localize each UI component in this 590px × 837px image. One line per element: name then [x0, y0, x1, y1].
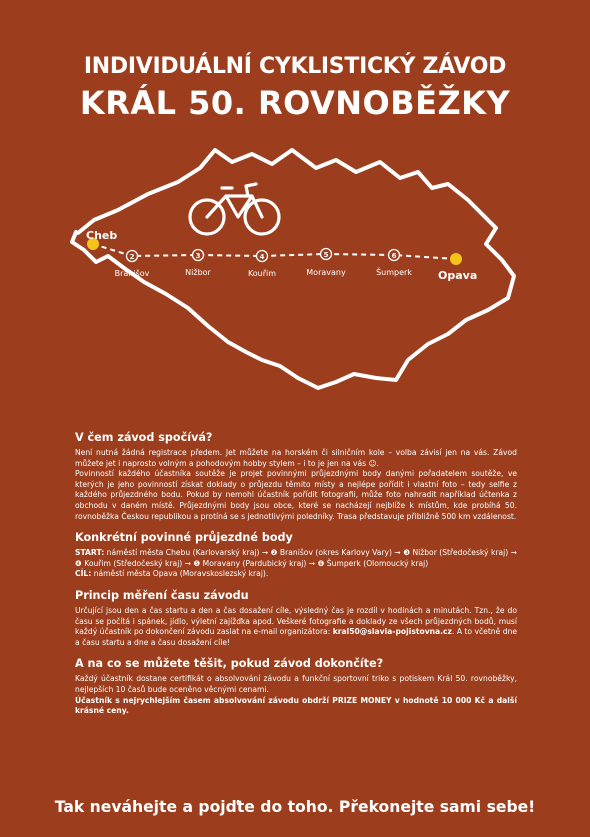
section-heading: V čem závod spočívá?	[75, 431, 213, 444]
section-heading: A na co se můžete těšit, pokud závod dokončíte?	[75, 657, 384, 671]
checkpoint-name: Kouřim	[247, 269, 277, 278]
footer-slogan: Tak neváhejte a pojďte do toho. Překonejte sami sebe!	[54, 798, 536, 816]
checkpoint-name: Šumperk	[376, 268, 412, 277]
start-text: náměstí města Chebu (Karlovarský kraj) ➞ ❷ Branišov (okres Karlovy Vary) ➞ ❸ Nižbor (Středočeský kraj) ➞ ❹ Kouřim (Středočeský kraj) ➞ ❺ Moravany (Pardubický kraj) ➞ ❻ Šumperk (Olomoucký kraj)	[75, 548, 517, 568]
start-label: START:	[75, 548, 105, 558]
section-heading: Princip měření času závodu	[75, 588, 249, 602]
checkpoint	[376, 250, 412, 278]
finish-label: CÍL:	[75, 569, 92, 579]
finish-marker	[450, 253, 462, 265]
checkpoint-name: Nižbor	[185, 268, 211, 277]
content	[75, 431, 517, 726]
section-heading: Konkrétní povinné průjezdné body	[75, 531, 293, 545]
finish-text: náměstí města Opava (Moravskoslezský kraj).	[91, 569, 269, 579]
checkpoint-number: 3	[195, 252, 201, 260]
start-paragraph	[75, 548, 517, 569]
prize-paragraph: Účastník s nejrychlejším časem absolvování závodu obdrží PRIZE MONEY v hodnotě 10 000 Kč a další krásné ceny.	[75, 695, 517, 716]
timing-text-2: . A to včetně dne a času startu a dne a času dosažení cíle!	[75, 627, 517, 647]
paragraph: Povinností každého účastníka soutěže je projet povinnými průjezdnými body danými pořadatelem soutěže, ve kterých je jeho povinností získat doklady o průjezdu těmito místy a nejlépe pořídit i vlastní foto – tedy selfie z každého průjezdného bodu. Pokud by nemohl účastník pořídit fotografii, může foto nahradit například účtenka z obchodu v daném místě. Průjezdnými body jsou obce, které se nacházejí nejblíže k místům, kde probíhá 50. rovnoběžka Českou republikou a protíná se s jednotlivými poledníky. Trasa představuje přibližně 500 km vzdálenost.	[75, 469, 517, 521]
paragraph	[75, 606, 517, 648]
finish-city-label: Opava	[438, 269, 478, 282]
checkpoint-number: 2	[129, 253, 135, 261]
timing-text: Určující jsou den a čas startu a den a čas dosažení cíle, výsledný čas je rozdíl v hodinách a minutách. Tzn., že do času se počítá i spánek, jídlo, výletní zajížďka apod. Veškeré fotografie a doklady ze všech průjezdných bodů, musí každý účastník po dokončení závodu zaslat na e-mail organizátora:	[75, 605, 517, 637]
start-city-label: Cheb	[86, 229, 118, 242]
finish-paragraph	[75, 569, 517, 580]
checkpoint-number: 6	[391, 252, 397, 260]
checkpoint-name: Branišov	[114, 269, 150, 278]
checkpoint-name: Moravany	[306, 268, 346, 277]
checkpoint	[248, 251, 276, 279]
email-link[interactable]: kral50@slavia-pojistovna.cz	[332, 627, 452, 637]
checkpoint-number: 4	[259, 253, 265, 261]
paragraph: Každý účastník dostane certifikát o absolvování závodu a funkční sportovní triko s potiskem Král 50. rovnoběžky, nejlepších 10 časů bude oceněno věcnými cenami.	[75, 674, 517, 694]
title-line-2: KRÁL 50. ROVNOBĚŽKY	[79, 84, 511, 122]
paragraph: Není nutná žádná registrace předem. Jet můžete na horském či silničním kole – volba závisí jen na vás. Závod můžete jet i naprosto volným a pohodovým hobby stylem – i to je jen na vás ☺.	[75, 448, 517, 468]
section-timing	[75, 589, 517, 648]
checkpoint	[185, 250, 211, 278]
section-about	[75, 431, 517, 522]
checkpoint	[306, 249, 346, 278]
route-line	[93, 244, 456, 259]
checkpoint-number: 5	[323, 251, 329, 259]
title-line-1: INDIVIDUÁLNÍ CYKLISTICKÝ ZÁVOD	[83, 54, 507, 79]
section-checkpoints	[75, 531, 517, 580]
section-prizes	[75, 657, 517, 716]
bicycle-icon	[190, 184, 279, 234]
route-map	[0, 138, 590, 408]
